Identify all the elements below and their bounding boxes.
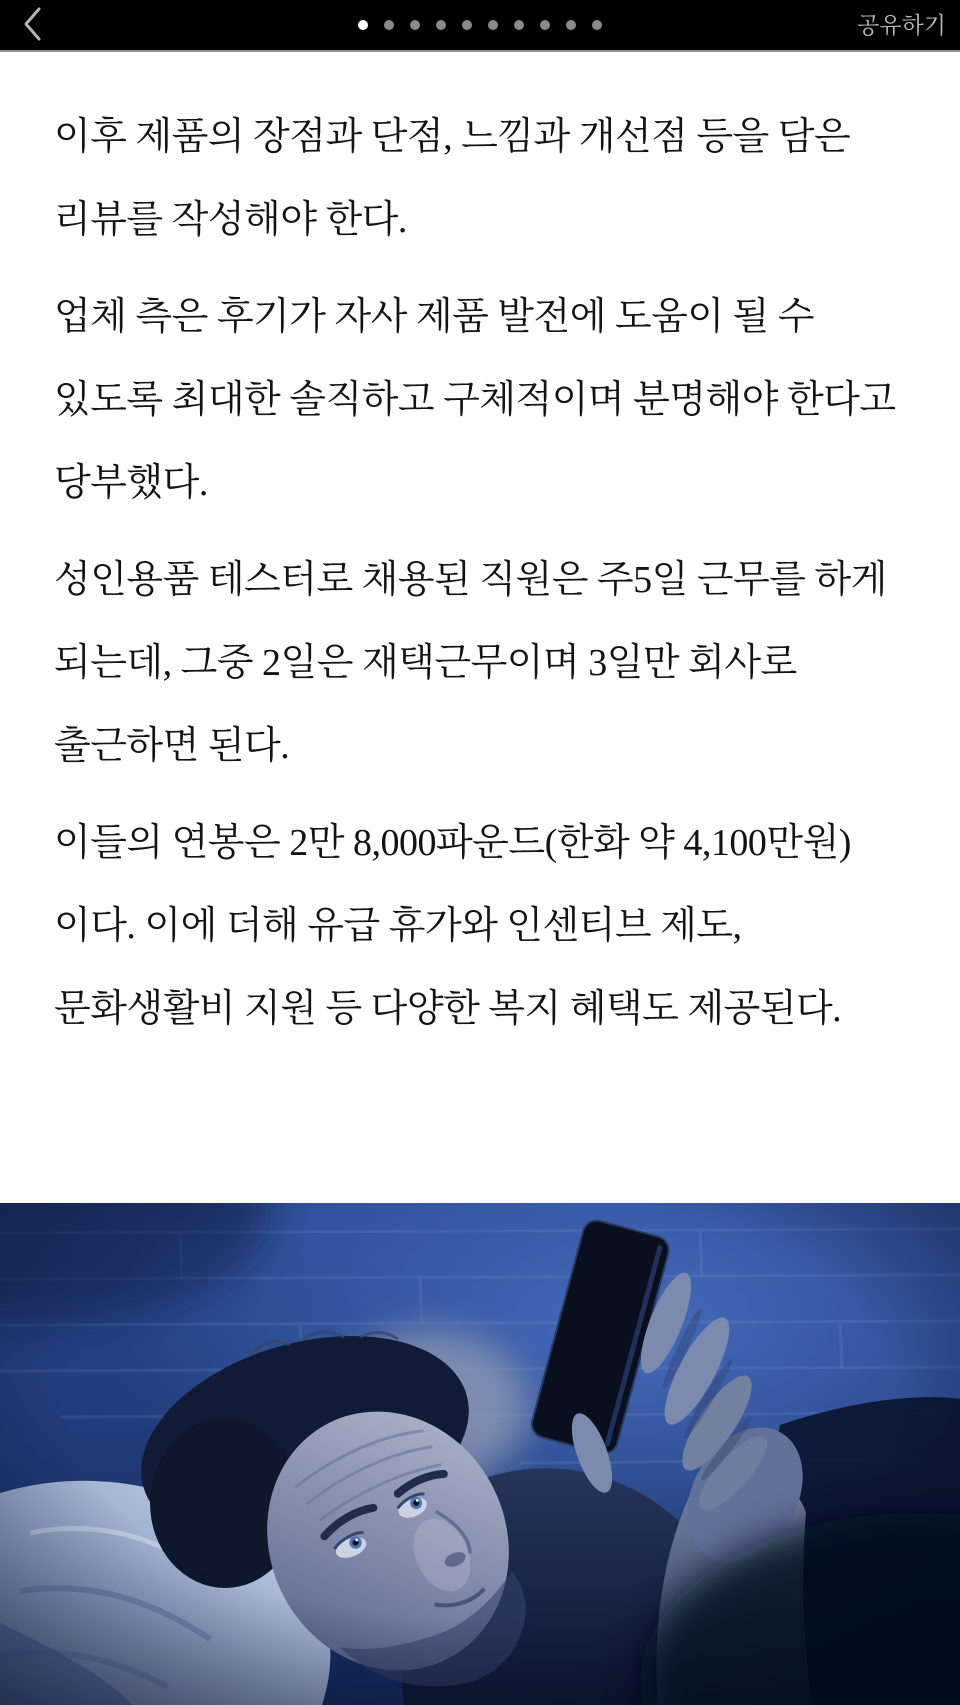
paragraph-4: 이들의 연봉은 2만 8,000파운드(한화 약 4,100만원)이다. 이에 더해 유급 휴가와 인센티브 제도, 문화생활비 지원 등 다양한 복지 혜택도 제공된다. [54, 822, 851, 1030]
paragraph-3: 성인용품 테스터로 채용된 직원은 주5일 근무를 하게 되는데, 그중 2일은 재택근무이며 3일만 회사로 출근하면 된다. [54, 559, 887, 767]
page-dot [436, 20, 446, 30]
page-dot [540, 20, 550, 30]
article-photo [0, 1203, 960, 1705]
page-dot [566, 20, 576, 30]
page-dot [410, 20, 420, 30]
page-dot [514, 20, 524, 30]
article-body [0, 52, 960, 1051]
back-chevron-icon [21, 6, 45, 45]
page-dot [384, 20, 394, 30]
paragraph-1: 이후 제품의 장점과 단점, 느낌과 개선점 등을 담은 리뷰를 작성해야 한다. [54, 116, 851, 241]
page-dot [462, 20, 472, 30]
page-dot [592, 20, 602, 30]
page-indicator [358, 20, 602, 30]
night-bedroom-illustration [0, 1203, 960, 1705]
page-dot-active [358, 20, 368, 30]
page-dot [488, 20, 498, 30]
share-button[interactable]: 공유하기 [857, 0, 946, 50]
paragraph-2: 업체 측은 후기가 자사 제품 발전에 도움이 될 수 있도록 최대한 솔직하고 구체적이며 분명해야 한다고 당부했다. [54, 296, 896, 504]
top-bar [0, 0, 960, 52]
back-button[interactable] [4, 0, 62, 50]
